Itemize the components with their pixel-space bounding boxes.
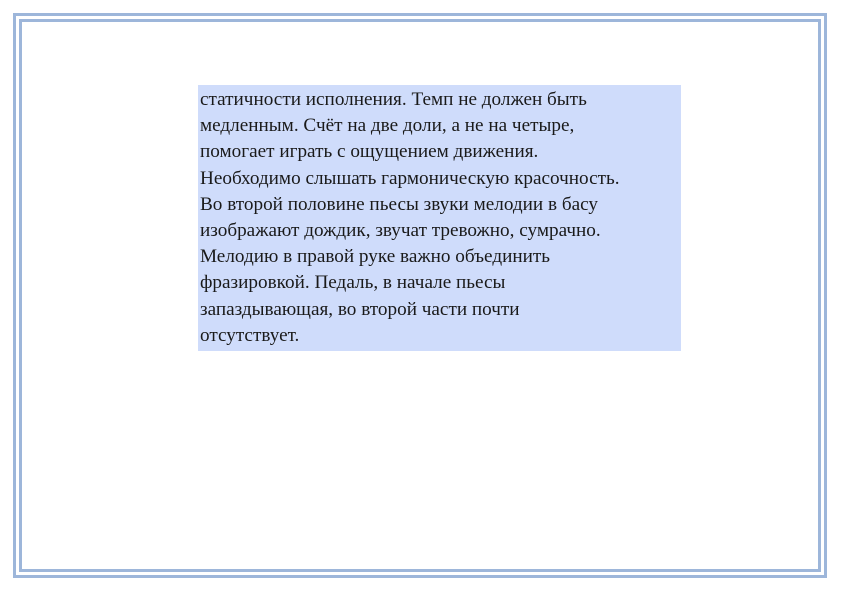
text-line: Необходимо слышать гармоническую красочность. (200, 167, 620, 189)
text-line: Во второй половине пьесы звуки мелодии в басу (200, 193, 598, 215)
text-line: статичности исполнения. Темп не должен быть (200, 89, 587, 110)
text-line: запаздывающая, во второй части почти (200, 298, 520, 320)
text-line: Мелодию в правой руке важно объединить (200, 246, 551, 268)
text-line: изображают дождик, звучат тревожно, сумрачно. (200, 220, 601, 242)
text-line: помогает играть с ощущением движения. (200, 141, 539, 163)
highlighted-text-block (198, 85, 681, 351)
text-line: медленным. Счёт на две доли, а не на четыре, (200, 115, 575, 137)
text-line: отсутствует. (200, 324, 300, 346)
text-line: фразировкой. Педаль, в начале пьесы (200, 272, 506, 294)
